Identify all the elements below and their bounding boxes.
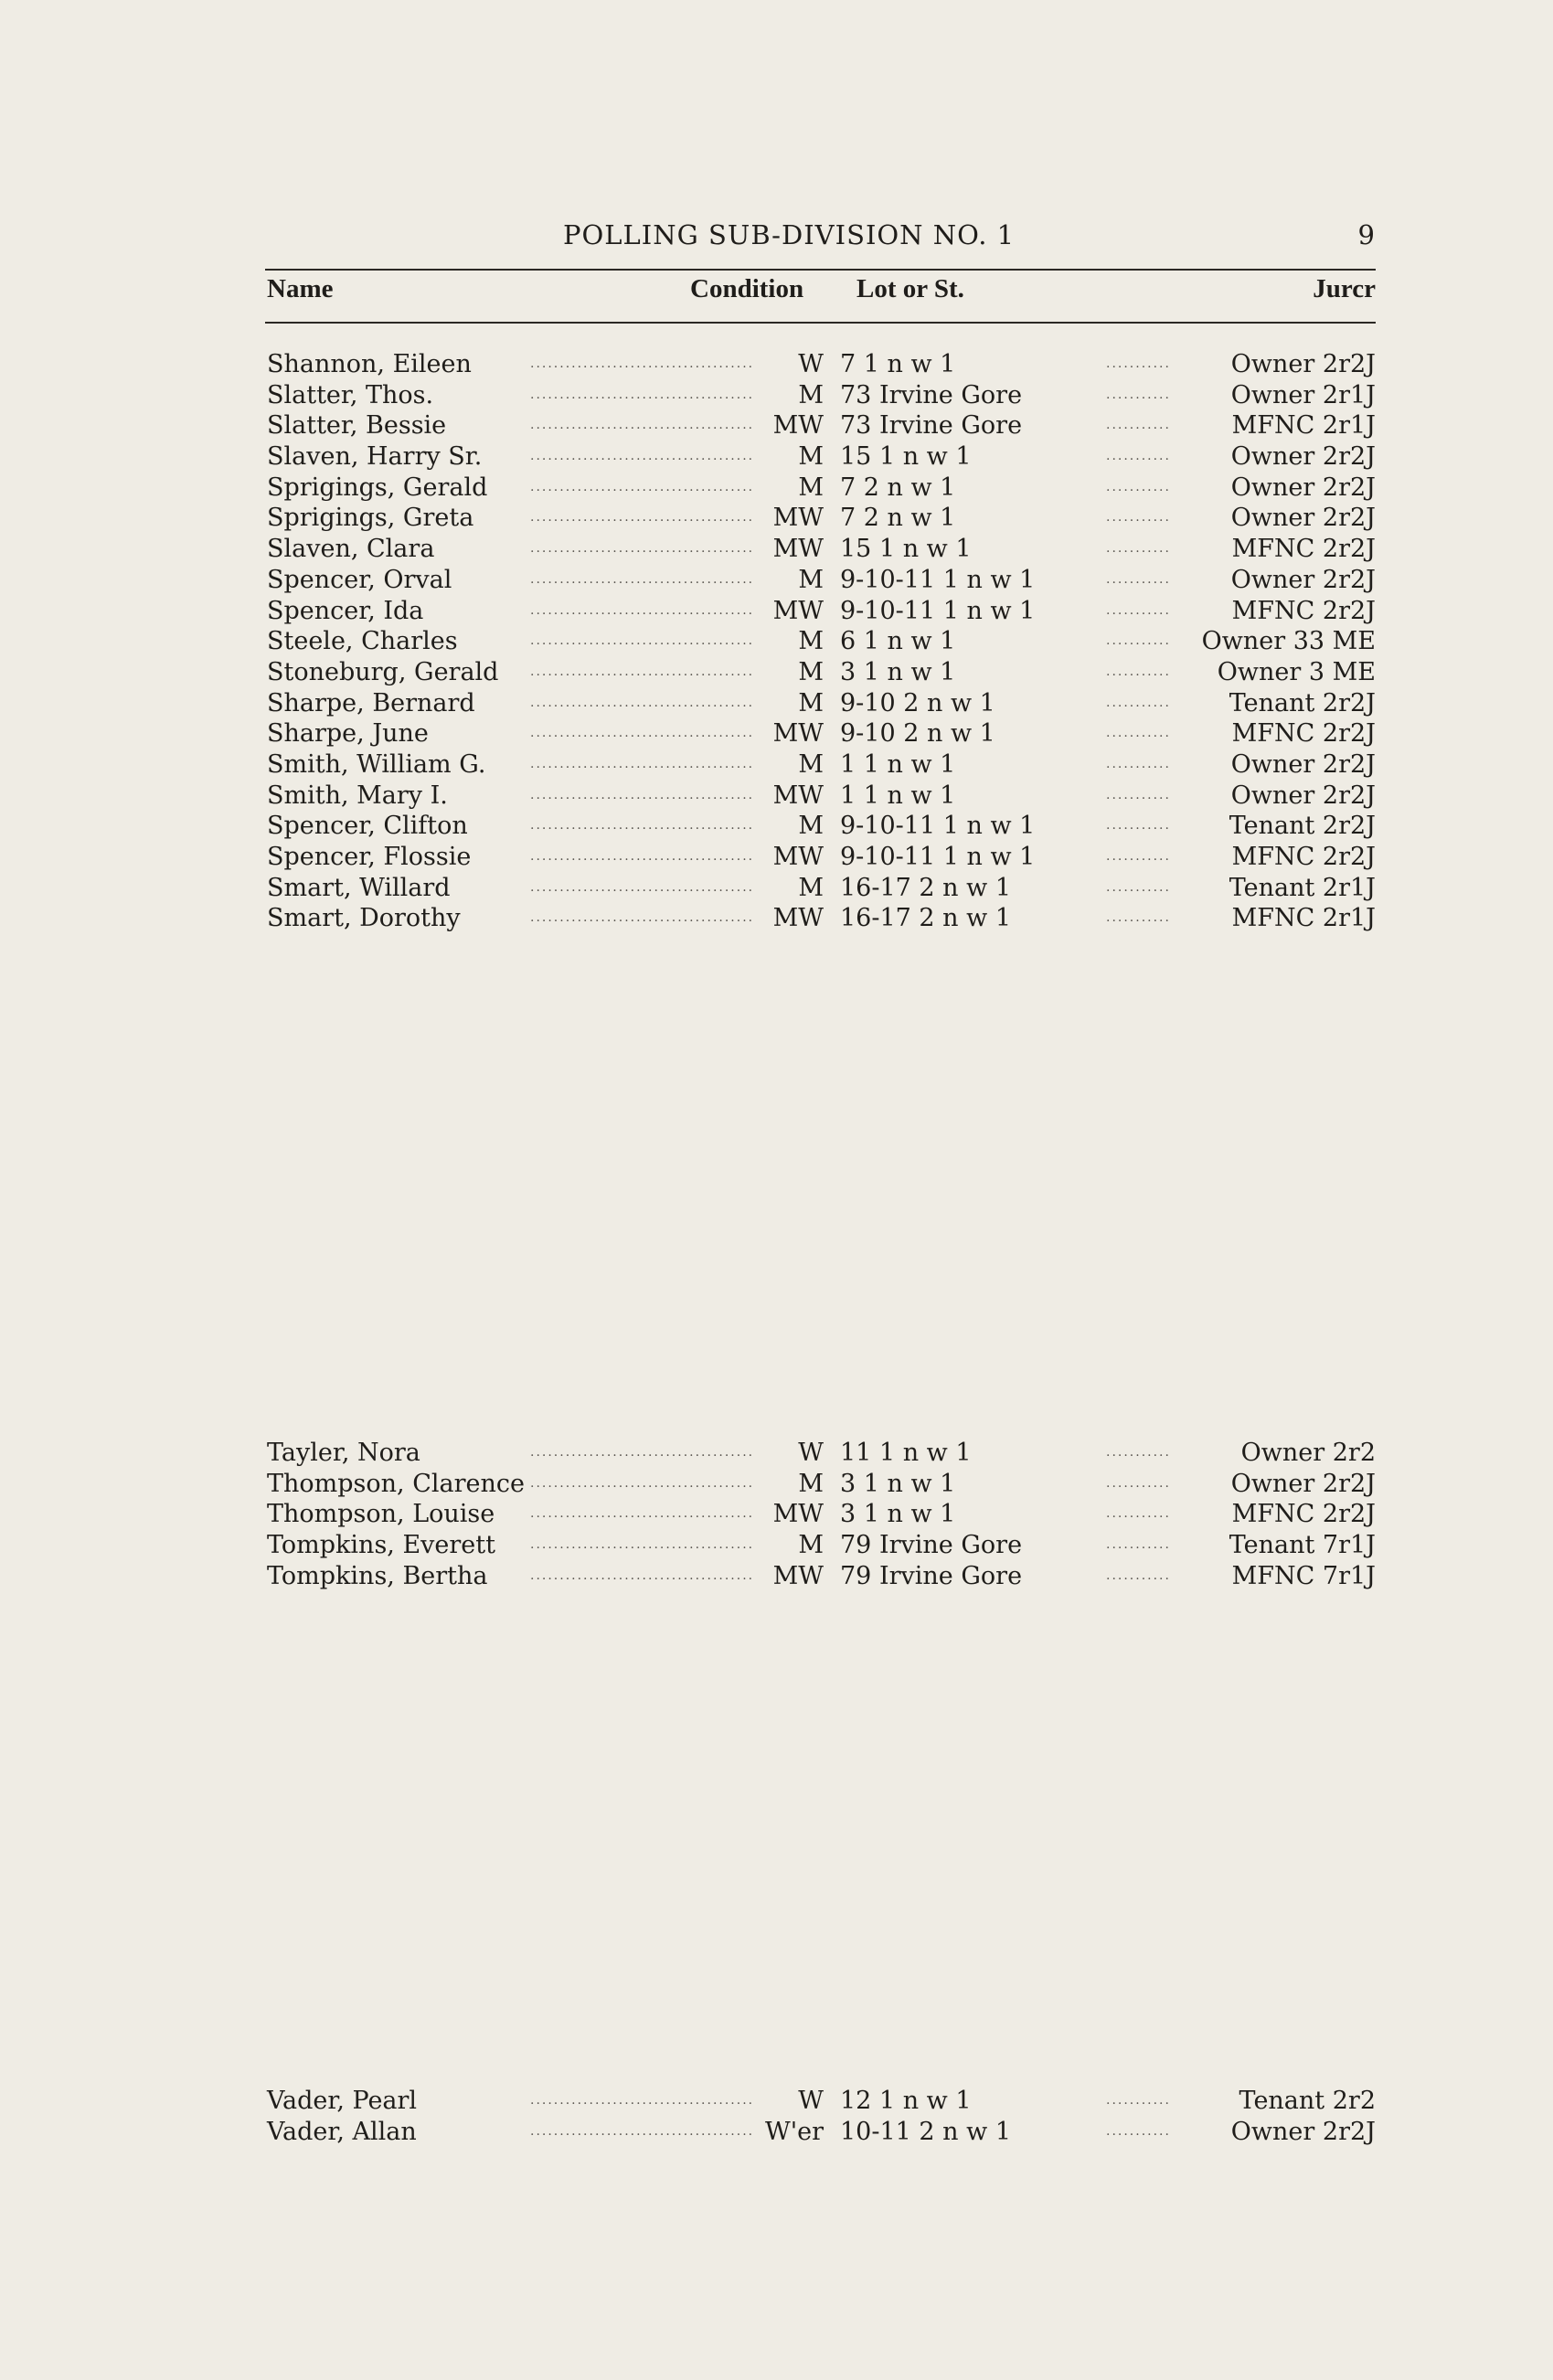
voter-juror: MFNC 2r1J — [1229, 903, 1376, 934]
voter-name: Slatter, Bessie — [267, 410, 450, 441]
dot-leader — [1106, 781, 1170, 812]
voter-condition: W'er — [761, 2117, 827, 2148]
voter-condition: M — [794, 749, 827, 781]
dot-leader — [530, 626, 754, 657]
dot-leader — [1106, 2117, 1170, 2148]
voter-name: Smart, Dorothy — [267, 903, 464, 934]
list-item — [265, 2117, 1376, 2148]
dot-leader — [1106, 503, 1170, 534]
voter-condition: MW — [770, 503, 827, 534]
voter-lot: 9-10 2 n w 1 — [836, 688, 999, 719]
voter-lot: 9-10 2 n w 1 — [836, 718, 999, 749]
dot-leader — [1106, 626, 1170, 657]
dot-leader — [1106, 811, 1170, 842]
voter-condition: W — [794, 2086, 827, 2117]
dot-leader — [530, 1438, 754, 1469]
dot-leader — [530, 749, 754, 781]
voter-name: Sprigings, Greta — [267, 503, 477, 534]
voter-name: Sharpe, June — [267, 718, 432, 749]
voter-lot: 16-17 2 n w 1 — [836, 873, 1015, 904]
voter-name: Spencer, Flossie — [267, 842, 474, 873]
voter-name: Spencer, Orval — [267, 565, 455, 596]
list-item — [265, 749, 1376, 781]
voter-lot: 9-10-11 1 n w 1 — [836, 811, 1038, 842]
voter-name: Vader, Allan — [267, 2117, 420, 2148]
list-item — [265, 903, 1376, 934]
voter-lot: 12 1 n w 1 — [836, 2086, 975, 2117]
dot-leader — [530, 1530, 754, 1561]
voter-juror: Owner 3 ME — [1214, 657, 1376, 688]
running-head — [265, 219, 1376, 256]
dot-leader — [530, 811, 754, 842]
dot-leader — [530, 1469, 754, 1500]
list-item — [265, 534, 1376, 565]
column-header-name: Name — [267, 274, 334, 303]
voter-juror: Tenant 2r2 — [1236, 2086, 1376, 2117]
voter-juror: Owner 2r2J — [1228, 473, 1376, 504]
list-item — [265, 842, 1376, 873]
voter-lot: 1 1 n w 1 — [836, 781, 959, 812]
voter-condition: M — [794, 626, 827, 657]
list-item — [265, 781, 1376, 812]
list-item — [265, 503, 1376, 534]
header-rule-top — [265, 269, 1376, 271]
voter-condition: M — [794, 565, 827, 596]
voter-juror: MFNC 2r2J — [1229, 718, 1376, 749]
dot-leader — [1106, 688, 1170, 719]
voter-lot: 11 1 n w 1 — [836, 1438, 975, 1469]
dot-leader — [530, 380, 754, 411]
dot-leader — [1106, 1561, 1170, 1592]
voter-juror: Tenant 2r2J — [1226, 811, 1376, 842]
list-item — [265, 380, 1376, 411]
list-item — [265, 1469, 1376, 1500]
voter-name: Slaven, Harry Sr. — [267, 441, 485, 473]
list-item — [265, 657, 1376, 688]
dot-leader — [530, 688, 754, 719]
page-number: 9 — [1357, 219, 1376, 250]
list-item — [265, 1530, 1376, 1561]
voter-name: Slaven, Clara — [267, 534, 438, 565]
voter-juror: Owner 33 ME — [1198, 626, 1376, 657]
dot-leader — [530, 781, 754, 812]
voter-juror: Owner 2r2J — [1228, 781, 1376, 812]
list-item — [265, 565, 1376, 596]
voter-lot: 73 Irvine Gore — [836, 380, 1026, 411]
dot-leader — [530, 596, 754, 627]
dot-leader — [1106, 903, 1170, 934]
voter-name: Smart, Willard — [267, 873, 454, 904]
voter-name: Smith, Mary I. — [267, 781, 452, 812]
voter-condition: MW — [770, 410, 827, 441]
list-item — [265, 626, 1376, 657]
voter-condition: M — [794, 1469, 827, 1500]
dot-leader — [530, 2086, 754, 2117]
voter-juror: Owner 2r2J — [1228, 441, 1376, 473]
voter-name: Tompkins, Bertha — [267, 1561, 492, 1592]
voter-lot: 1 1 n w 1 — [836, 749, 959, 781]
voter-lot: 79 Irvine Gore — [836, 1530, 1026, 1561]
voter-condition: M — [794, 688, 827, 719]
list-item — [265, 1561, 1376, 1592]
voter-condition: M — [794, 473, 827, 504]
voter-juror: Owner 2r2J — [1228, 2117, 1376, 2148]
voter-list-block-s — [265, 349, 1376, 934]
voter-condition: M — [794, 380, 827, 411]
voter-lot: 3 1 n w 1 — [836, 1499, 959, 1530]
header-rule-bottom — [265, 322, 1376, 324]
voter-name: Spencer, Clifton — [267, 811, 472, 842]
dot-leader — [1106, 565, 1170, 596]
voter-name: Thompson, Louise — [267, 1499, 498, 1530]
dot-leader — [530, 903, 754, 934]
voter-juror: Owner 2r2J — [1228, 749, 1376, 781]
voter-lot: 9-10-11 1 n w 1 — [836, 596, 1038, 627]
dot-leader — [530, 503, 754, 534]
list-item — [265, 410, 1376, 441]
dot-leader — [530, 718, 754, 749]
dot-leader — [1106, 441, 1170, 473]
voter-lot: 15 1 n w 1 — [836, 534, 975, 565]
voter-list-block-t — [265, 1438, 1376, 1591]
voter-juror: MFNC 2r2J — [1229, 596, 1376, 627]
voter-condition: W — [794, 1438, 827, 1469]
voter-juror: Owner 2r2J — [1228, 1469, 1376, 1500]
dot-leader — [1106, 1438, 1170, 1469]
voter-name: Sharpe, Bernard — [267, 688, 479, 719]
voter-name: Sprigings, Gerald — [267, 473, 491, 504]
voter-juror: Owner 2r1J — [1228, 380, 1376, 411]
dot-leader — [530, 873, 754, 904]
voter-condition: M — [794, 657, 827, 688]
dot-leader — [1106, 410, 1170, 441]
dot-leader — [1106, 1499, 1170, 1530]
voter-juror: MFNC 2r2J — [1229, 1499, 1376, 1530]
voter-lot: 79 Irvine Gore — [836, 1561, 1026, 1592]
voter-name: Thompson, Clarence — [267, 1469, 528, 1500]
dot-leader — [530, 1499, 754, 1530]
dot-leader — [1106, 349, 1170, 380]
dot-leader — [1106, 596, 1170, 627]
voter-condition: W — [794, 349, 827, 380]
voter-juror: Tenant 2r2J — [1226, 688, 1376, 719]
dot-leader — [530, 2117, 754, 2148]
voter-name: Tayler, Nora — [267, 1438, 424, 1469]
voter-lot: 16-17 2 n w 1 — [836, 903, 1015, 934]
voter-name: Smith, William G. — [267, 749, 489, 781]
column-header-condition: Condition — [690, 274, 804, 303]
list-item — [265, 441, 1376, 473]
voter-condition: MW — [770, 718, 827, 749]
voter-juror: Owner 2r2J — [1228, 565, 1376, 596]
list-item — [265, 1438, 1376, 1469]
list-item — [265, 1499, 1376, 1530]
voter-condition: MW — [770, 1499, 827, 1530]
dot-leader — [530, 534, 754, 565]
dot-leader — [1106, 2086, 1170, 2117]
voter-condition: M — [794, 811, 827, 842]
voter-condition: MW — [770, 781, 827, 812]
voter-name: Shannon, Eileen — [267, 349, 475, 380]
voter-lot: 3 1 n w 1 — [836, 1469, 959, 1500]
dot-leader — [530, 565, 754, 596]
list-item — [265, 473, 1376, 504]
voter-lot: 9-10-11 1 n w 1 — [836, 565, 1038, 596]
dot-leader — [530, 473, 754, 504]
voter-name: Slatter, Thos. — [267, 380, 437, 411]
voter-juror: Owner 2r2J — [1228, 349, 1376, 380]
list-item — [265, 811, 1376, 842]
voter-condition: MW — [770, 842, 827, 873]
voter-juror: MFNC 7r1J — [1229, 1561, 1376, 1592]
voter-condition: MW — [770, 1561, 827, 1592]
voter-juror: Tenant 7r1J — [1226, 1530, 1376, 1561]
voter-condition: MW — [770, 534, 827, 565]
dot-leader — [1106, 718, 1170, 749]
list-item — [265, 596, 1376, 627]
dot-leader — [530, 1561, 754, 1592]
dot-leader — [1106, 1469, 1170, 1500]
voter-lot: 9-10-11 1 n w 1 — [836, 842, 1038, 873]
voter-juror: MFNC 2r2J — [1229, 842, 1376, 873]
list-item — [265, 688, 1376, 719]
voter-condition: M — [794, 441, 827, 473]
dot-leader — [530, 349, 754, 380]
voter-condition: MW — [770, 596, 827, 627]
voter-name: Stoneburg, Gerald — [267, 657, 502, 688]
voter-name: Steele, Charles — [267, 626, 462, 657]
dot-leader — [530, 441, 754, 473]
list-item — [265, 349, 1376, 380]
dot-leader — [1106, 842, 1170, 873]
voter-lot: 73 Irvine Gore — [836, 410, 1026, 441]
dot-leader — [530, 842, 754, 873]
voter-juror: Tenant 2r1J — [1226, 873, 1376, 904]
dot-leader — [1106, 380, 1170, 411]
list-item — [265, 2086, 1376, 2117]
voter-lot: 15 1 n w 1 — [836, 441, 975, 473]
dot-leader — [1106, 749, 1170, 781]
voter-lot: 10-11 2 n w 1 — [836, 2117, 1015, 2148]
voter-lot: 3 1 n w 1 — [836, 657, 959, 688]
voter-lot: 7 2 n w 1 — [836, 503, 959, 534]
column-header-lot: Lot or St. — [856, 274, 964, 303]
voter-condition: M — [794, 873, 827, 904]
voter-lot: 7 1 n w 1 — [836, 349, 959, 380]
dot-leader — [1106, 657, 1170, 688]
voter-name: Vader, Pearl — [267, 2086, 420, 2117]
voter-list-block-v — [265, 2086, 1376, 2147]
voter-juror: Owner 2r2J — [1228, 503, 1376, 534]
dot-leader — [530, 657, 754, 688]
voter-juror: Owner 2r2 — [1238, 1438, 1376, 1469]
list-item — [265, 873, 1376, 904]
page-title: POLLING SUB-DIVISION NO. 1 — [563, 219, 1016, 250]
voter-juror: MFNC 2r1J — [1229, 410, 1376, 441]
voter-lot: 7 2 n w 1 — [836, 473, 959, 504]
voter-juror: MFNC 2r2J — [1229, 534, 1376, 565]
dot-leader — [1106, 873, 1170, 904]
list-item — [265, 718, 1376, 749]
dot-leader — [530, 410, 754, 441]
dot-leader — [1106, 473, 1170, 504]
voter-lot: 6 1 n w 1 — [836, 626, 959, 657]
dot-leader — [1106, 534, 1170, 565]
dot-leader — [1106, 1530, 1170, 1561]
column-header-juror: Jurcr — [1313, 274, 1376, 303]
voter-name: Spencer, Ida — [267, 596, 427, 627]
voter-name: Tompkins, Everett — [267, 1530, 499, 1561]
voter-condition: MW — [770, 903, 827, 934]
voter-condition: M — [794, 1530, 827, 1561]
